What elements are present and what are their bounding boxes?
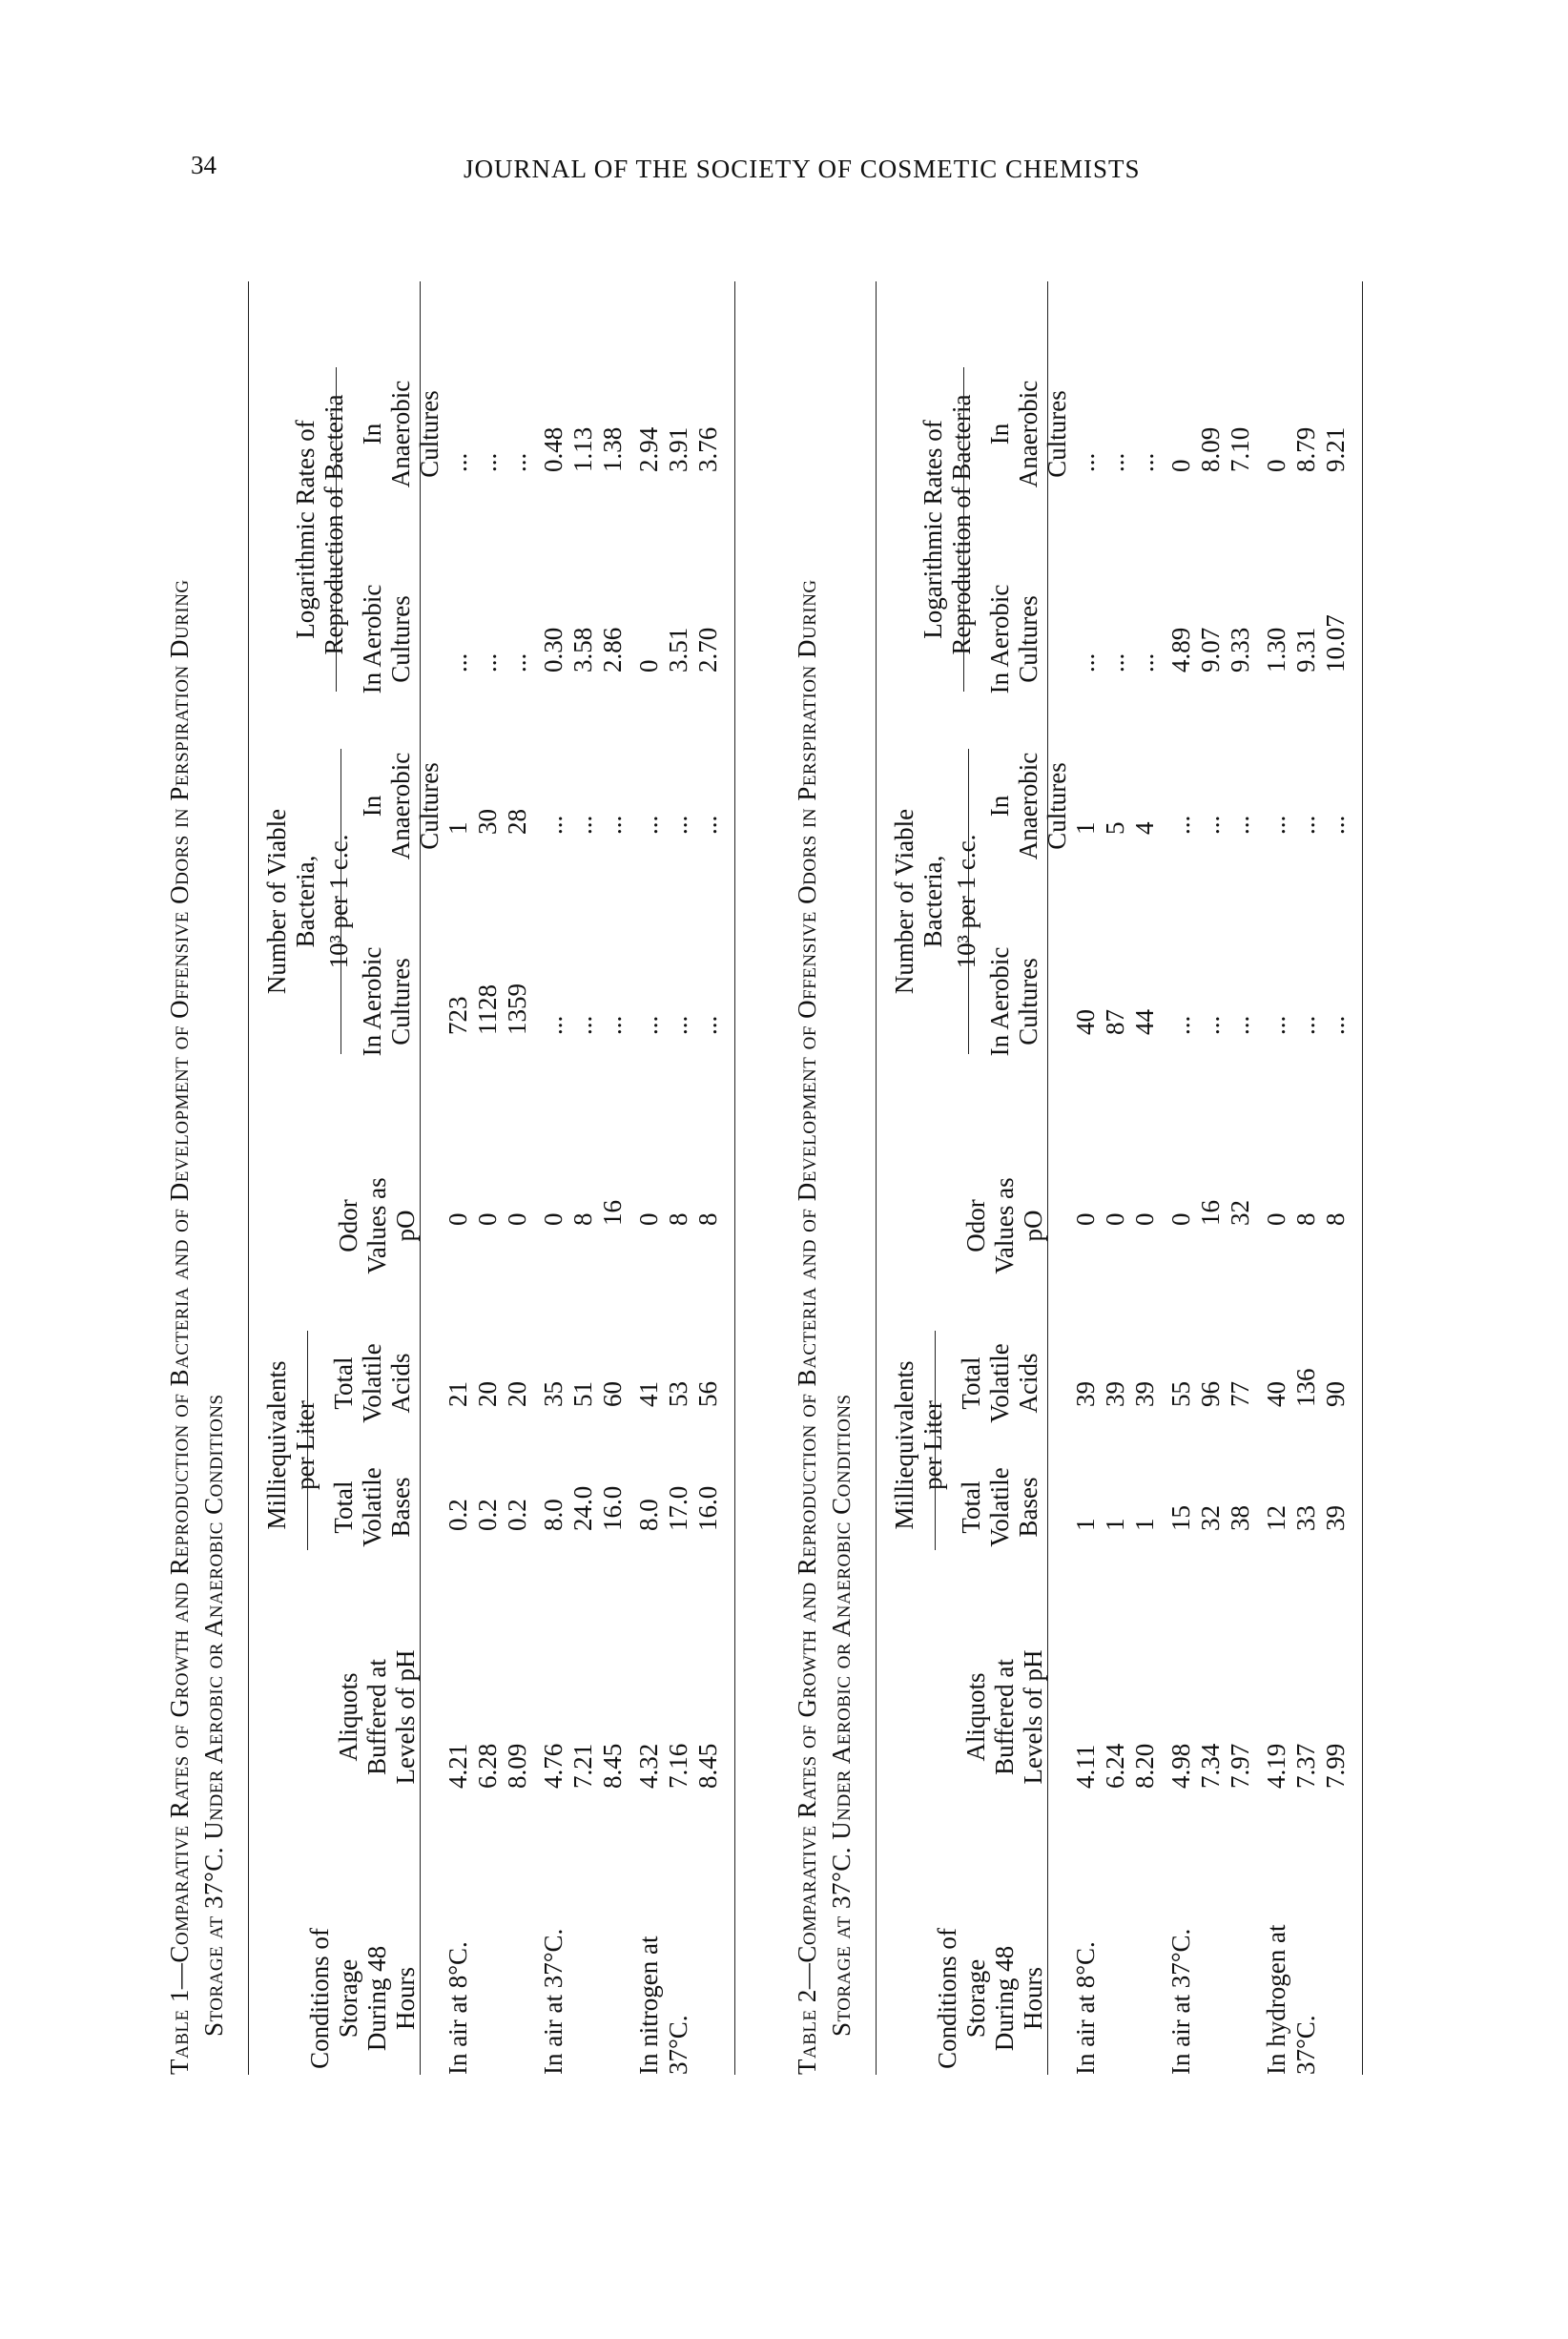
header-viable: Number of Viable Bacteria,	[890, 808, 947, 995]
cell-bases: 12	[1262, 1505, 1290, 1531]
group-condition: In air at 8°C.	[444, 1941, 472, 2075]
cell-ph: 8.20	[1130, 1743, 1159, 1789]
cell-viable-aerobic: ...	[1291, 1015, 1320, 1035]
rule-bottom	[734, 281, 735, 2075]
header-odor: Odor Values as pO	[334, 1177, 420, 1274]
cell-log-anaerobic: 9.21	[1321, 426, 1350, 472]
rule-header	[420, 281, 421, 2075]
cell-acids: 21	[444, 1381, 472, 1407]
cell-viable-anaerobic: ...	[568, 815, 597, 835]
cell-log-aerobic: 3.51	[664, 627, 692, 673]
cell-log-anaerobic: ...	[473, 452, 502, 472]
cell-acids: 77	[1226, 1381, 1254, 1407]
cell-log-anaerobic: 1.13	[568, 426, 597, 472]
cell-viable-anaerobic: 30	[473, 809, 502, 835]
cell-viable-anaerobic: ...	[1226, 815, 1254, 835]
cell-viable-aerobic: ...	[634, 1015, 663, 1035]
header-acids: Total Volatile Acids	[957, 1343, 1042, 1423]
header-log-aerobic: In Aerobic Cultures	[358, 584, 415, 694]
cell-bases: 15	[1166, 1505, 1195, 1531]
cell-ph: 8.45	[598, 1743, 627, 1789]
cell-log-aerobic: 9.33	[1226, 627, 1254, 673]
span-rule-per-liter	[307, 1331, 308, 1550]
cell-ph: 8.45	[693, 1743, 722, 1789]
cell-bases: 1	[1071, 1518, 1100, 1531]
rule-top	[876, 281, 877, 2075]
header-per-liter: per Liter	[918, 1400, 947, 1490]
cell-log-anaerobic: 0.48	[539, 426, 567, 472]
cell-acids: 53	[664, 1381, 692, 1407]
cell-ph: 7.21	[568, 1743, 597, 1789]
header-log-aerobic: In Aerobic Cultures	[985, 584, 1042, 694]
cell-log-anaerobic: 1.38	[598, 426, 627, 472]
header-log: Logarithmic Rates of	[291, 420, 320, 639]
caption-line-1	[790, 224, 824, 2075]
cell-ph: 6.28	[473, 1743, 502, 1789]
rule-top	[248, 281, 249, 2075]
cell-log-anaerobic: 3.76	[693, 426, 722, 472]
cell-bases: 8.0	[634, 1499, 663, 1531]
cell-acids: 39	[1130, 1381, 1159, 1407]
cell-bases: 16.0	[598, 1485, 627, 1531]
cell-odor: 0	[1071, 1212, 1100, 1226]
cell-odor: 32	[1226, 1200, 1254, 1226]
cell-acids: 90	[1321, 1381, 1350, 1407]
span-rule-log	[336, 367, 337, 692]
cell-acids: 51	[568, 1381, 597, 1407]
header-viable-anaerobic: In Anaerobic Cultures	[358, 752, 444, 860]
running-title: JOURNAL OF THE SOCIETY OF COSMETIC CHEMISTS	[464, 155, 1141, 183]
header-per-liter: per Liter	[291, 1400, 320, 1490]
cell-log-aerobic: 2.70	[693, 627, 722, 673]
cell-viable-aerobic: ...	[693, 1015, 722, 1035]
cell-acids: 55	[1166, 1381, 1195, 1407]
cell-acids: 40	[1262, 1381, 1290, 1407]
cell-bases: 39	[1321, 1505, 1350, 1531]
cell-log-aerobic: ...	[503, 652, 531, 673]
cell-log-aerobic: 1.30	[1262, 627, 1290, 673]
cell-odor: 0	[1130, 1212, 1159, 1226]
cell-acids: 60	[598, 1381, 627, 1407]
table-1	[162, 224, 773, 2075]
caption-text-1: —Comparative Rates of Growth and Reproduction of Bacteria and of Development of Offensive Odors in Perspiration During	[793, 579, 821, 1990]
header-viable-aerobic: In Aerobic Cultures	[358, 946, 415, 1057]
cell-viable-anaerobic: 5	[1101, 821, 1129, 835]
table-caption	[162, 224, 231, 2075]
cell-odor: 8	[1321, 1212, 1350, 1226]
cell-log-anaerobic: ...	[1130, 452, 1159, 472]
cell-viable-anaerobic: ...	[598, 815, 627, 835]
cell-log-aerobic: 9.07	[1196, 627, 1225, 673]
table-2	[790, 224, 1391, 2075]
cell-viable-anaerobic: 28	[503, 809, 531, 835]
header-aliquots: Aliquots Buffered at Levels of pH	[334, 1649, 420, 1785]
cell-odor: 16	[598, 1200, 627, 1226]
cell-odor: 0	[539, 1212, 567, 1226]
header-milliequivalents: Milliequivalents	[890, 1360, 918, 1530]
group-condition: In air at 37°C.	[1166, 1928, 1195, 2075]
header-log: Logarithmic Rates of	[918, 420, 947, 639]
header-conditions: Conditions of Storage During 48 Hours	[305, 1928, 420, 2069]
header-log-sub: Reproduction of Bacteria	[320, 394, 348, 655]
cell-viable-aerobic: ...	[1321, 1015, 1350, 1035]
cell-log-anaerobic: 3.91	[664, 426, 692, 472]
cell-ph: 4.11	[1071, 1744, 1100, 1789]
cell-viable-anaerobic: ...	[693, 815, 722, 835]
cell-odor: 8	[568, 1212, 597, 1226]
cell-viable-aerobic: 87	[1101, 1009, 1129, 1035]
cell-viable-aerobic: ...	[1196, 1015, 1225, 1035]
cell-log-aerobic: 9.31	[1291, 627, 1320, 673]
cell-odor: 8	[1291, 1212, 1320, 1226]
cell-bases: 0.2	[473, 1499, 502, 1531]
cell-odor: 8	[693, 1212, 722, 1226]
cell-ph: 4.76	[539, 1743, 567, 1789]
cell-viable-aerobic: 40	[1071, 1009, 1100, 1035]
cell-bases: 38	[1226, 1505, 1254, 1531]
cell-viable-anaerobic: ...	[664, 815, 692, 835]
cell-viable-aerobic: ...	[598, 1015, 627, 1035]
cell-viable-anaerobic: ...	[1321, 815, 1350, 835]
cell-odor: 0	[473, 1212, 502, 1226]
cell-log-aerobic: 2.86	[598, 627, 627, 673]
cell-log-anaerobic: 7.10	[1226, 426, 1254, 472]
caption-text-1: —Comparative Rates of Growth and Reproduction of Bacteria and of Development of Offensive Odors in Perspiration During	[165, 579, 194, 1990]
cell-viable-aerobic: ...	[539, 1015, 567, 1035]
cell-bases: 8.0	[539, 1499, 567, 1531]
group-condition: In air at 37°C.	[539, 1928, 567, 2075]
header-log-sub: Reproduction of Bacteria	[947, 394, 976, 655]
cell-viable-anaerobic: ...	[539, 815, 567, 835]
header-viable: Number of Viable Bacteria,	[262, 808, 320, 995]
cell-acids: 20	[473, 1381, 502, 1407]
cell-odor: 0	[1101, 1212, 1129, 1226]
cell-ph: 4.98	[1166, 1743, 1195, 1789]
caption-line-2: Storage at 37°C. Under Aerobic or Anaerobic Conditions	[827, 1394, 856, 2037]
caption-label: Table 2	[793, 1989, 821, 2075]
cell-odor: 8	[664, 1212, 692, 1226]
cell-bases: 0.2	[503, 1499, 531, 1531]
cell-viable-aerobic: ...	[664, 1015, 692, 1035]
cell-odor: 0	[503, 1212, 531, 1226]
cell-bases: 32	[1196, 1505, 1225, 1531]
cell-odor: 0	[444, 1212, 472, 1226]
cell-log-anaerobic: ...	[503, 452, 531, 472]
cell-viable-aerobic: ...	[568, 1015, 597, 1035]
header-conditions: Conditions of Storage During 48 Hours	[933, 1928, 1047, 2069]
table-caption	[790, 224, 858, 2075]
cell-log-anaerobic: ...	[444, 452, 472, 472]
caption-line-1	[162, 224, 196, 2075]
header-viable-unit: 10³ per 1 c.c.	[324, 834, 353, 969]
cell-bases: 1	[1130, 1518, 1159, 1531]
cell-log-anaerobic: ...	[1071, 452, 1100, 472]
cell-viable-anaerobic: ...	[1196, 815, 1225, 835]
cell-log-aerobic: ...	[1101, 652, 1129, 673]
cell-acids: 20	[503, 1381, 531, 1407]
cell-bases: 16.0	[693, 1485, 722, 1531]
cell-bases: 1	[1101, 1518, 1129, 1531]
cell-viable-aerobic: 44	[1130, 1009, 1159, 1035]
cell-ph: 4.19	[1262, 1743, 1290, 1789]
header-bases: Total Volatile Bases	[329, 1467, 415, 1547]
cell-viable-anaerobic: ...	[1262, 815, 1290, 835]
cell-acids: 96	[1196, 1381, 1225, 1407]
cell-log-aerobic: 10.07	[1321, 614, 1350, 673]
cell-log-anaerobic: ...	[1101, 452, 1129, 472]
cell-log-aerobic: 0	[634, 659, 663, 673]
header-aliquots: Aliquots Buffered at Levels of pH	[961, 1649, 1047, 1785]
cell-acids: 39	[1101, 1381, 1129, 1407]
cell-log-anaerobic: 8.09	[1196, 426, 1225, 472]
cell-viable-anaerobic: 1	[1071, 821, 1100, 835]
cell-viable-aerobic: 1359	[503, 983, 531, 1035]
header-odor: Odor Values as pO	[961, 1177, 1047, 1274]
cell-bases: 24.0	[568, 1485, 597, 1531]
rule-bottom	[1362, 281, 1363, 2075]
cell-ph: 7.34	[1196, 1743, 1225, 1789]
cell-log-anaerobic: 0	[1166, 459, 1195, 472]
header-log-anaerobic: In Anaerobic Cultures	[985, 380, 1071, 488]
cell-log-aerobic: 4.89	[1166, 627, 1195, 673]
cell-viable-anaerobic: 1	[444, 821, 472, 835]
cell-ph: 7.97	[1226, 1743, 1254, 1789]
cell-log-aerobic: ...	[1130, 652, 1159, 673]
cell-acids: 56	[693, 1381, 722, 1407]
cell-log-aerobic: 3.58	[568, 627, 597, 673]
header-milliequivalents: Milliequivalents	[262, 1360, 291, 1530]
cell-viable-anaerobic: ...	[1166, 815, 1195, 835]
cell-odor: 0	[634, 1212, 663, 1226]
caption-line-2: Storage at 37°C. Under Aerobic or Anaerobic Conditions	[199, 1394, 228, 2037]
cell-viable-anaerobic: ...	[634, 815, 663, 835]
cell-bases: 0.2	[444, 1499, 472, 1531]
header-log-anaerobic: In Anaerobic Cultures	[358, 380, 444, 488]
cell-viable-anaerobic: ...	[1291, 815, 1320, 835]
group-condition: In air at 8°C.	[1071, 1941, 1100, 2075]
cell-viable-aerobic: ...	[1166, 1015, 1195, 1035]
cell-viable-aerobic: ...	[1226, 1015, 1254, 1035]
cell-viable-aerobic: ...	[1262, 1015, 1290, 1035]
cell-acids: 35	[539, 1381, 567, 1407]
cell-odor: 0	[1166, 1212, 1195, 1226]
cell-log-aerobic: ...	[473, 652, 502, 673]
cell-viable-aerobic: 723	[444, 996, 472, 1035]
caption-label: Table 1	[165, 1989, 194, 2075]
cell-odor: 0	[1262, 1212, 1290, 1226]
cell-ph: 8.09	[503, 1743, 531, 1789]
cell-ph: 7.99	[1321, 1743, 1350, 1789]
cell-log-anaerobic: 8.79	[1291, 426, 1320, 472]
cell-acids: 41	[634, 1381, 663, 1407]
header-viable-aerobic: In Aerobic Cultures	[985, 946, 1042, 1057]
header-acids: Total Volatile Acids	[329, 1343, 415, 1423]
cell-ph: 7.16	[664, 1743, 692, 1789]
cell-log-anaerobic: 2.94	[634, 426, 663, 472]
cell-bases: 33	[1291, 1505, 1320, 1531]
cell-viable-aerobic: 1128	[473, 984, 502, 1035]
cell-log-aerobic: ...	[1071, 652, 1100, 673]
span-rule-per-liter	[935, 1331, 936, 1550]
group-condition: In nitrogen at 37°C.	[634, 1935, 692, 2075]
page-header	[191, 151, 1402, 189]
span-rule-viable	[968, 749, 969, 1054]
cell-bases: 17.0	[664, 1485, 692, 1531]
header-viable-unit: 10³ per 1 c.c.	[952, 834, 980, 969]
page-number: 34	[191, 151, 217, 179]
cell-ph: 4.32	[634, 1743, 663, 1789]
group-condition: In hydrogen at 37°C.	[1262, 1924, 1320, 2075]
rule-header	[1047, 281, 1048, 2075]
cell-acids: 39	[1071, 1381, 1100, 1407]
span-rule-viable	[340, 749, 341, 1054]
cell-ph: 6.24	[1101, 1743, 1129, 1789]
cell-odor: 16	[1196, 1200, 1225, 1226]
header-viable-anaerobic: In Anaerobic Cultures	[985, 752, 1071, 860]
cell-acids: 136	[1291, 1368, 1320, 1407]
cell-log-aerobic: ...	[444, 652, 472, 673]
cell-log-anaerobic: 0	[1262, 459, 1290, 472]
cell-ph: 7.37	[1291, 1743, 1320, 1789]
cell-viable-anaerobic: 4	[1130, 821, 1159, 835]
header-bases: Total Volatile Bases	[957, 1467, 1042, 1547]
span-rule-log	[963, 367, 964, 692]
cell-log-aerobic: 0.30	[539, 627, 567, 673]
cell-ph: 4.21	[444, 1743, 472, 1789]
